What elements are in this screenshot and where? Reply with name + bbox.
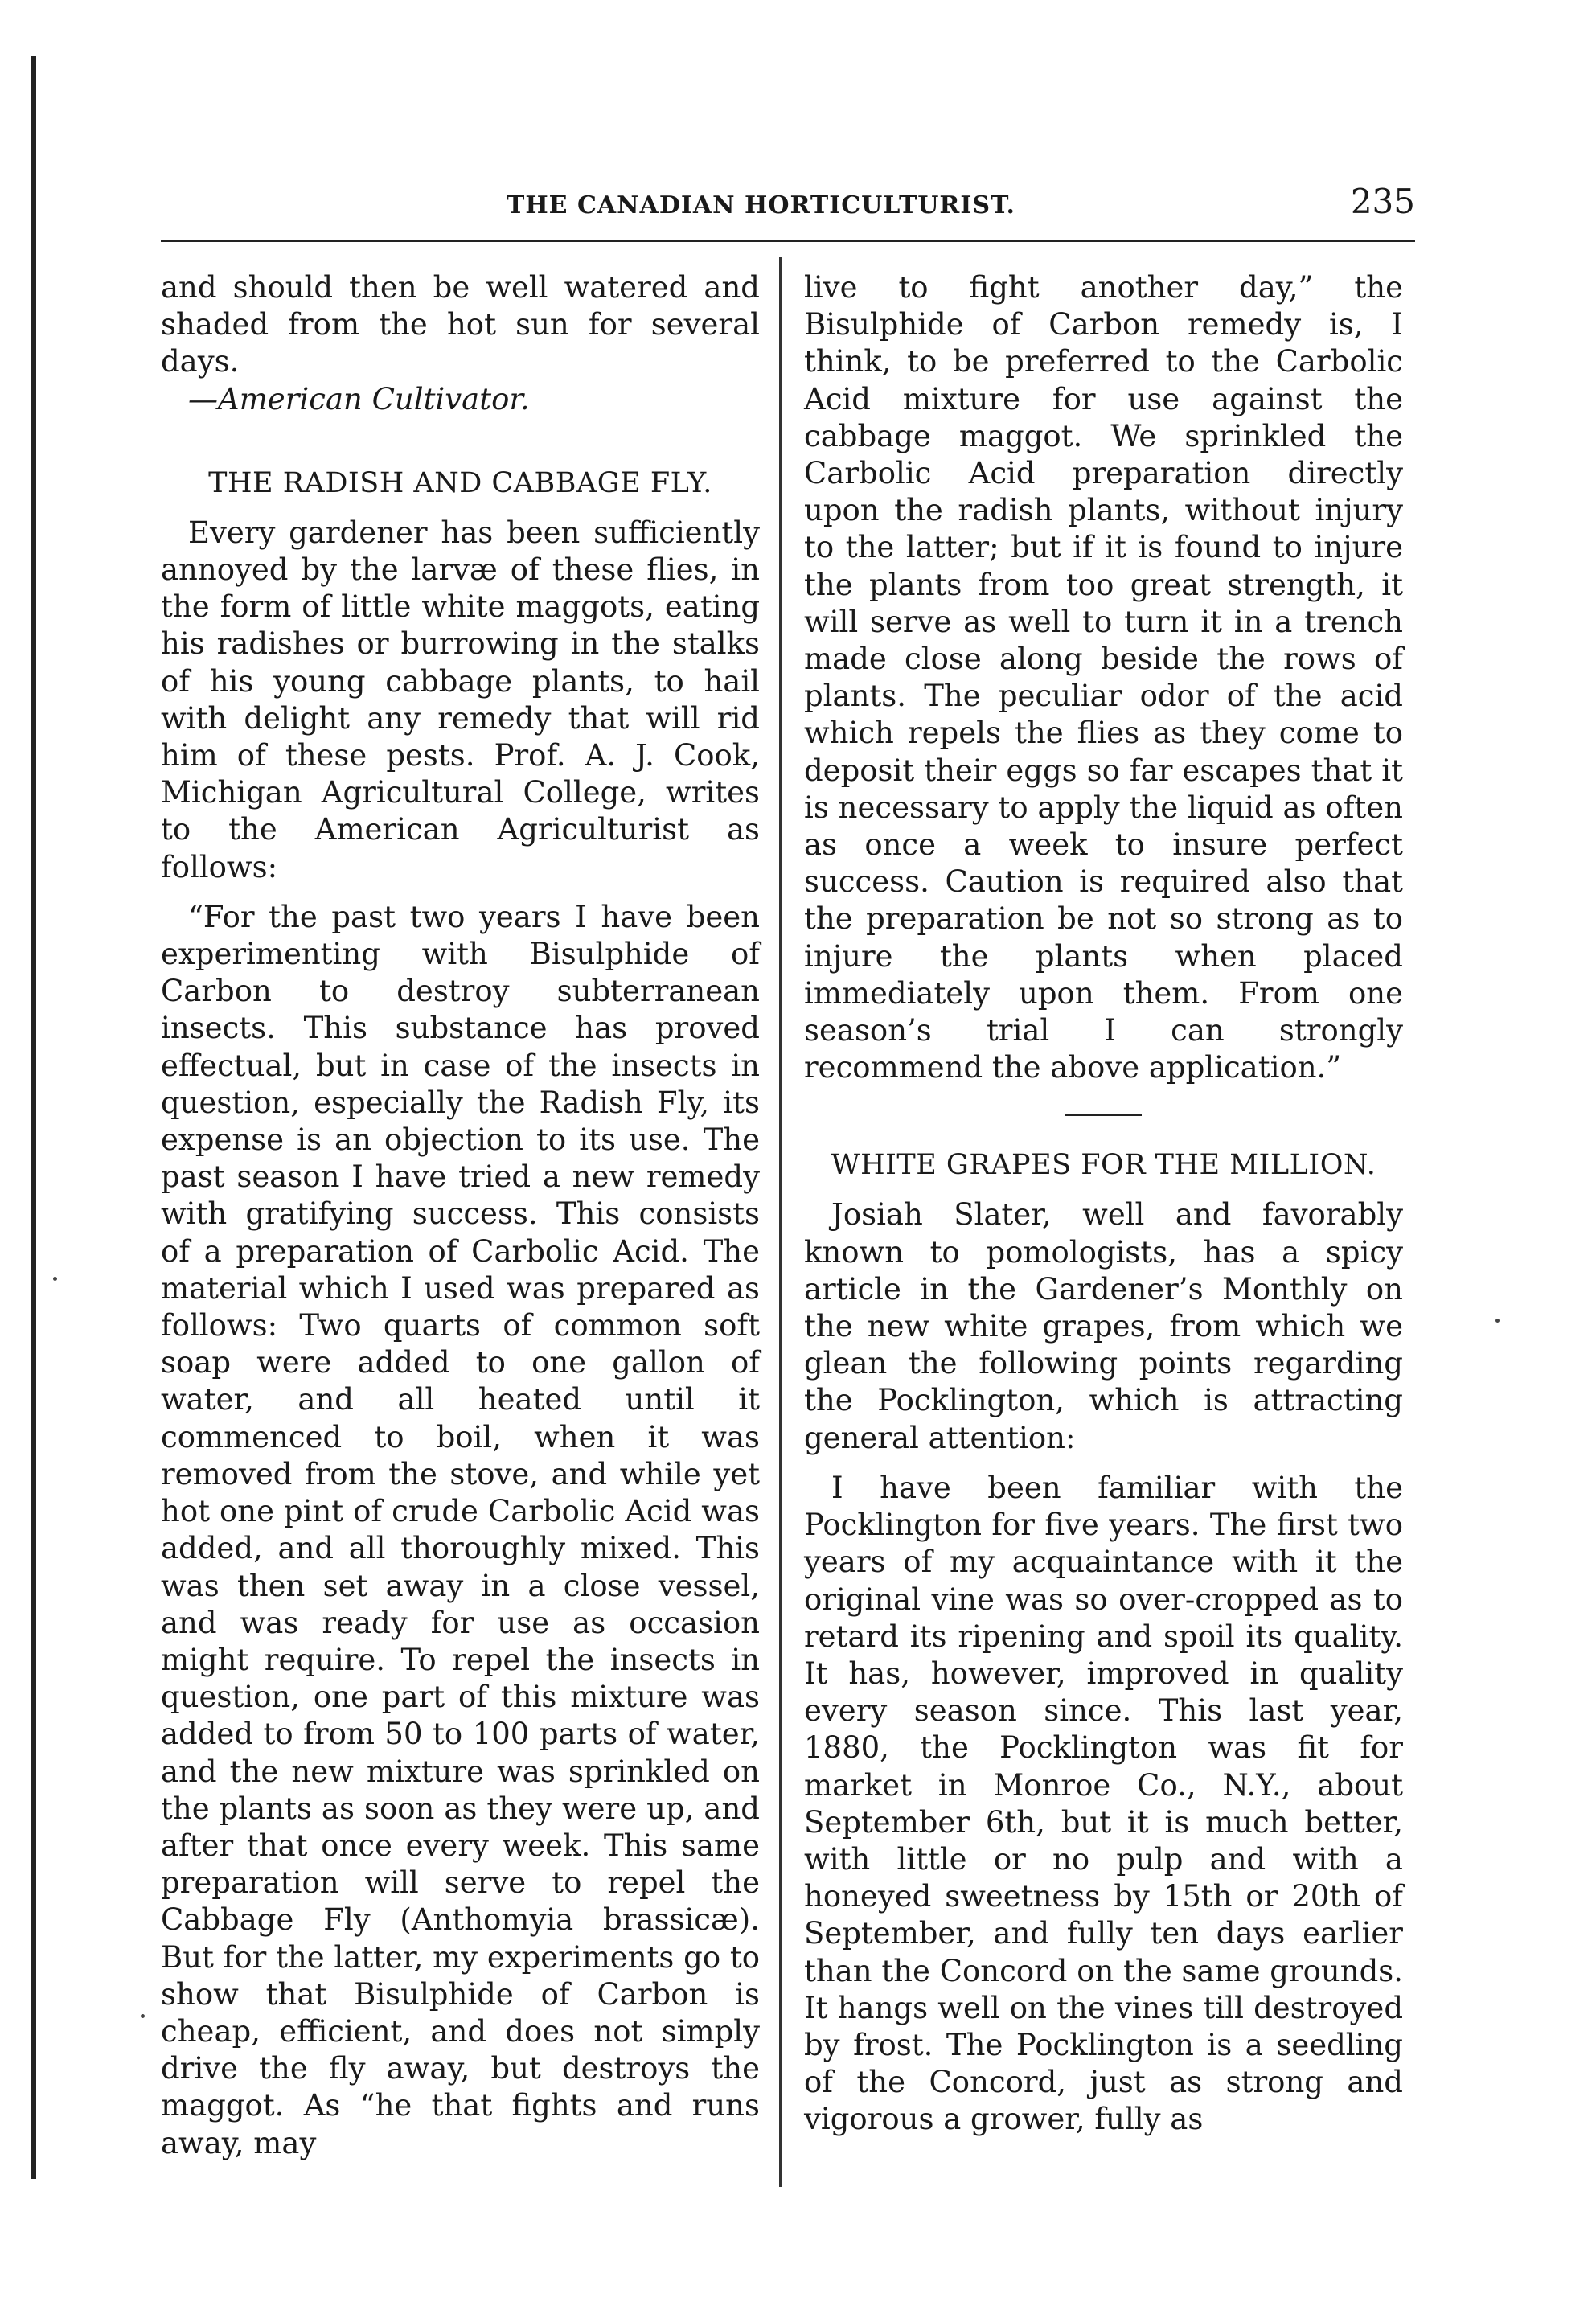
speck xyxy=(53,1277,57,1281)
speck xyxy=(141,2014,145,2018)
left-column xyxy=(161,269,760,2162)
section-heading-radish-cabbage-fly: THE RADISH AND CABBAGE FLY. xyxy=(208,466,712,499)
page-header xyxy=(161,177,1415,225)
section-heading-white-grapes: WHITE GRAPES FOR THE MILLION. xyxy=(831,1149,1376,1182)
continued-text: and should then be well watered and shaded from the hot sun for several days. xyxy=(161,270,760,379)
continued-text: live to fight another day,” the Bisulphide of Carbon remedy is, I think, to be preferred to the Carbolic Acid mixture for use against the cabbage maggot. We sprinkled the Carbolic Acid preparation directly upon the radish plants, without injury to the latter; but if it is found to injure the plants from too great strength, it will serve as well to turn it in a trench made close along beside the rows of plants. The peculiar odor of the acid which repels the flies as they come to deposit their eggs so far escapes that it is necessary to apply the liquid as often as once a week to insure perfect success. Caution is required also that the preparation be not so strong as to injure the plants when placed immediately upon them. From one season’s trial I can strongly recommend the above application.” xyxy=(804,270,1403,1085)
paragraph: Josiah Slater, well and favorably known to pomologists, has a spicy article in the Gardener’s Monthly on the new white grapes, from which we glean the following points regarding the Pocklington, which is attracting general attention: xyxy=(804,1197,1403,1455)
header-rule xyxy=(161,240,1415,242)
attribution: —American Cultivator. xyxy=(188,381,530,416)
column-divider xyxy=(779,257,782,2187)
page-number: 235 xyxy=(1350,182,1415,221)
speck xyxy=(1495,1319,1500,1323)
binding-edge-rule xyxy=(31,56,36,2179)
quoted-paragraph: I have been familiar with the Pocklington for five years. The first two years of my acquaintance with it the original vine was so over-cropped as to retard its ripening and spoil its quality. It has, however, improved in quality every season since. This last year, 1880, the Pocklington was fit for market in Monroe Co., N.Y., about September 6th, but it is much better, with little or no pulp and with a honeyed sweetness by 15th or 20th of September, and fully ten days earlier than the Concord on the same grounds. It hangs well on the vines till destroyed by frost. The Pocklington is a seedling of the Concord, just as strong and vigorous a grower, fully as xyxy=(804,1470,1404,2137)
right-column xyxy=(804,269,1403,2139)
quoted-paragraph: “For the past two years I have been experimenting with Bisulphide of Carbon to destroy subterranean insects. This substance has proved effectual, but in case of the insects in question, especially the Radish Fly, its expense is an objection to its use. The past season I have tried a new remedy with gratifying success. This consists of a preparation of Carbolic Acid. The material which I used was prepared as follows: Two quarts of common soft soap were added to one gallon of water, and all heated until it commenced to boil, when it was removed from the stove, and while yet hot one pint of crude Carbolic Acid was added, and all thoroughly mixed. This was then set away in a close vessel, and was ready for use as occasion might require. To repel the insects in question, one part of this mixture was added to from 50 to 100 parts of water, and the new mixture was sprinkled on the plants as soon as they were up, and after that once every week. This same preparation will serve to repel the Cabbage Fly (Anthomyia brassicæ). But for the latter, my experiments go to show that Bisulphide of Carbon is cheap, efficient, and does not simply drive the fly away, but destroys the maggot. As “he that fights and runs away, may xyxy=(161,899,761,2160)
running-title: THE CANADIAN HORTICULTURIST. xyxy=(507,191,1015,219)
paragraph: Every gardener has been sufficiently annoyed by the larvæ of these flies, in the form of little white maggots, eating his radishes or burrowing in the stalks of his young cabbage plants, to hail with delight any remedy that will rid him of these pests. Prof. A. J. Cook, Michigan Agricultural College, writes to the American Agriculturist as follows: xyxy=(161,515,760,884)
